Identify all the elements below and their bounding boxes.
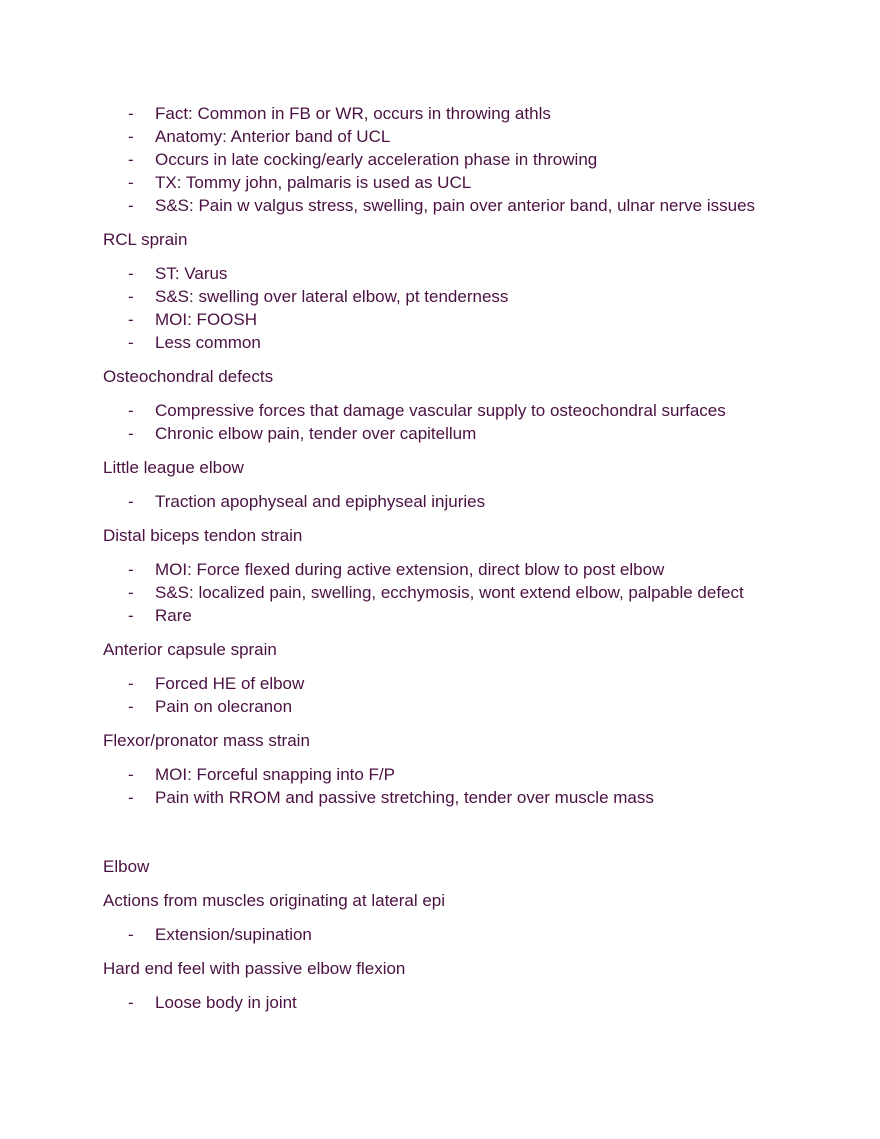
list-item-text: ST: Varus xyxy=(155,264,228,283)
ucl-list xyxy=(103,102,803,217)
bullet-marker: - xyxy=(128,424,134,443)
list-item-text: Compressive forces that damage vascular supply to osteochondral surfaces xyxy=(155,401,726,420)
list-item xyxy=(103,194,803,217)
list-item-text: Extension/supination xyxy=(155,925,312,944)
anterior-capsule-list xyxy=(103,672,803,718)
section-heading-flexor-pronator: Flexor/pronator mass strain xyxy=(103,731,310,750)
bullet-marker: - xyxy=(128,196,134,215)
rcl-list xyxy=(103,262,803,354)
list-item xyxy=(103,102,803,125)
list-item xyxy=(103,672,803,695)
bullet-marker: - xyxy=(128,287,134,306)
spacer xyxy=(103,820,803,855)
list-item-text: MOI: Forceful snapping into F/P xyxy=(155,765,395,784)
list-item-text: Pain on olecranon xyxy=(155,697,293,716)
list-item-text: TX: Tommy john, palmaris is used as UCL xyxy=(155,173,472,192)
list-item-text: S&S: localized pain, swelling, ecchymosis, wont extend elbow, palpable defect xyxy=(155,583,744,602)
bullet-marker: - xyxy=(128,765,134,784)
section-heading-distal-biceps: Distal biceps tendon strain xyxy=(103,526,303,545)
list-item-text: Fact: Common in FB or WR, occurs in throwing athls xyxy=(155,104,551,123)
section-heading-hard-end-feel: Hard end feel with passive elbow flexion xyxy=(103,959,406,978)
list-item-text: MOI: Force flexed during active extension, direct blow to post elbow xyxy=(155,560,665,579)
distal-biceps-list xyxy=(103,558,803,627)
list-item xyxy=(103,148,803,171)
list-item xyxy=(103,763,803,786)
bullet-marker: - xyxy=(128,606,134,625)
list-item-text: Chronic elbow pain, tender over capitellum xyxy=(155,424,477,443)
bullet-marker: - xyxy=(128,127,134,146)
list-item xyxy=(103,171,803,194)
list-item-text: Occurs in late cocking/early acceleration phase in throwing xyxy=(155,150,598,169)
list-item xyxy=(103,422,803,445)
section-heading-lateral-epi: Actions from muscles originating at lateral epi xyxy=(103,891,446,910)
section-heading-elbow: Elbow xyxy=(103,857,150,876)
little-league-list xyxy=(103,490,803,513)
bullet-marker: - xyxy=(128,697,134,716)
bullet-marker: - xyxy=(128,150,134,169)
bullet-marker: - xyxy=(128,560,134,579)
list-item xyxy=(103,331,803,354)
bullet-marker: - xyxy=(128,173,134,192)
list-item-text: MOI: FOOSH xyxy=(155,310,257,329)
bullet-marker: - xyxy=(128,104,134,123)
list-item xyxy=(103,308,803,331)
bullet-marker: - xyxy=(128,925,134,944)
list-item xyxy=(103,558,803,581)
list-item xyxy=(103,125,803,148)
lateral-epi-list xyxy=(103,923,803,946)
list-item xyxy=(103,991,803,1014)
section-heading-rcl: RCL sprain xyxy=(103,230,188,249)
list-item-text: S&S: swelling over lateral elbow, pt tenderness xyxy=(155,287,509,306)
list-item-text: S&S: Pain w valgus stress, swelling, pain over anterior band, ulnar nerve issues xyxy=(155,196,756,215)
list-item xyxy=(103,581,803,604)
osteochondral-list xyxy=(103,399,803,445)
list-item xyxy=(103,285,803,308)
hard-end-feel-list xyxy=(103,991,803,1014)
bullet-marker: - xyxy=(128,674,134,693)
bullet-marker: - xyxy=(128,788,134,807)
list-item-text: Traction apophyseal and epiphyseal injuries xyxy=(155,492,486,511)
list-item xyxy=(103,604,803,627)
list-item xyxy=(103,786,803,809)
flexor-pronator-list xyxy=(103,763,803,809)
bullet-marker: - xyxy=(128,583,134,602)
list-item xyxy=(103,923,803,946)
bullet-marker: - xyxy=(128,401,134,420)
bullet-marker: - xyxy=(128,310,134,329)
bullet-marker: - xyxy=(128,993,134,1012)
bullet-marker: - xyxy=(128,492,134,511)
bullet-marker: - xyxy=(128,264,134,283)
list-item-text: Forced HE of elbow xyxy=(155,674,305,693)
section-heading-osteochondral: Osteochondral defects xyxy=(103,367,274,386)
bullet-marker: - xyxy=(128,333,134,352)
list-item xyxy=(103,399,803,422)
list-item xyxy=(103,490,803,513)
list-item xyxy=(103,695,803,718)
section-heading-little-league: Little league elbow xyxy=(103,458,244,477)
list-item-text: Anatomy: Anterior band of UCL xyxy=(155,127,391,146)
section-heading-anterior-capsule: Anterior capsule sprain xyxy=(103,640,277,659)
list-item-text: Rare xyxy=(155,606,192,625)
list-item-text: Loose body in joint xyxy=(155,993,297,1012)
list-item xyxy=(103,262,803,285)
list-item-text: Pain with RROM and passive stretching, tender over muscle mass xyxy=(155,788,654,807)
list-item-text: Less common xyxy=(155,333,261,352)
notes-page xyxy=(103,102,803,1025)
